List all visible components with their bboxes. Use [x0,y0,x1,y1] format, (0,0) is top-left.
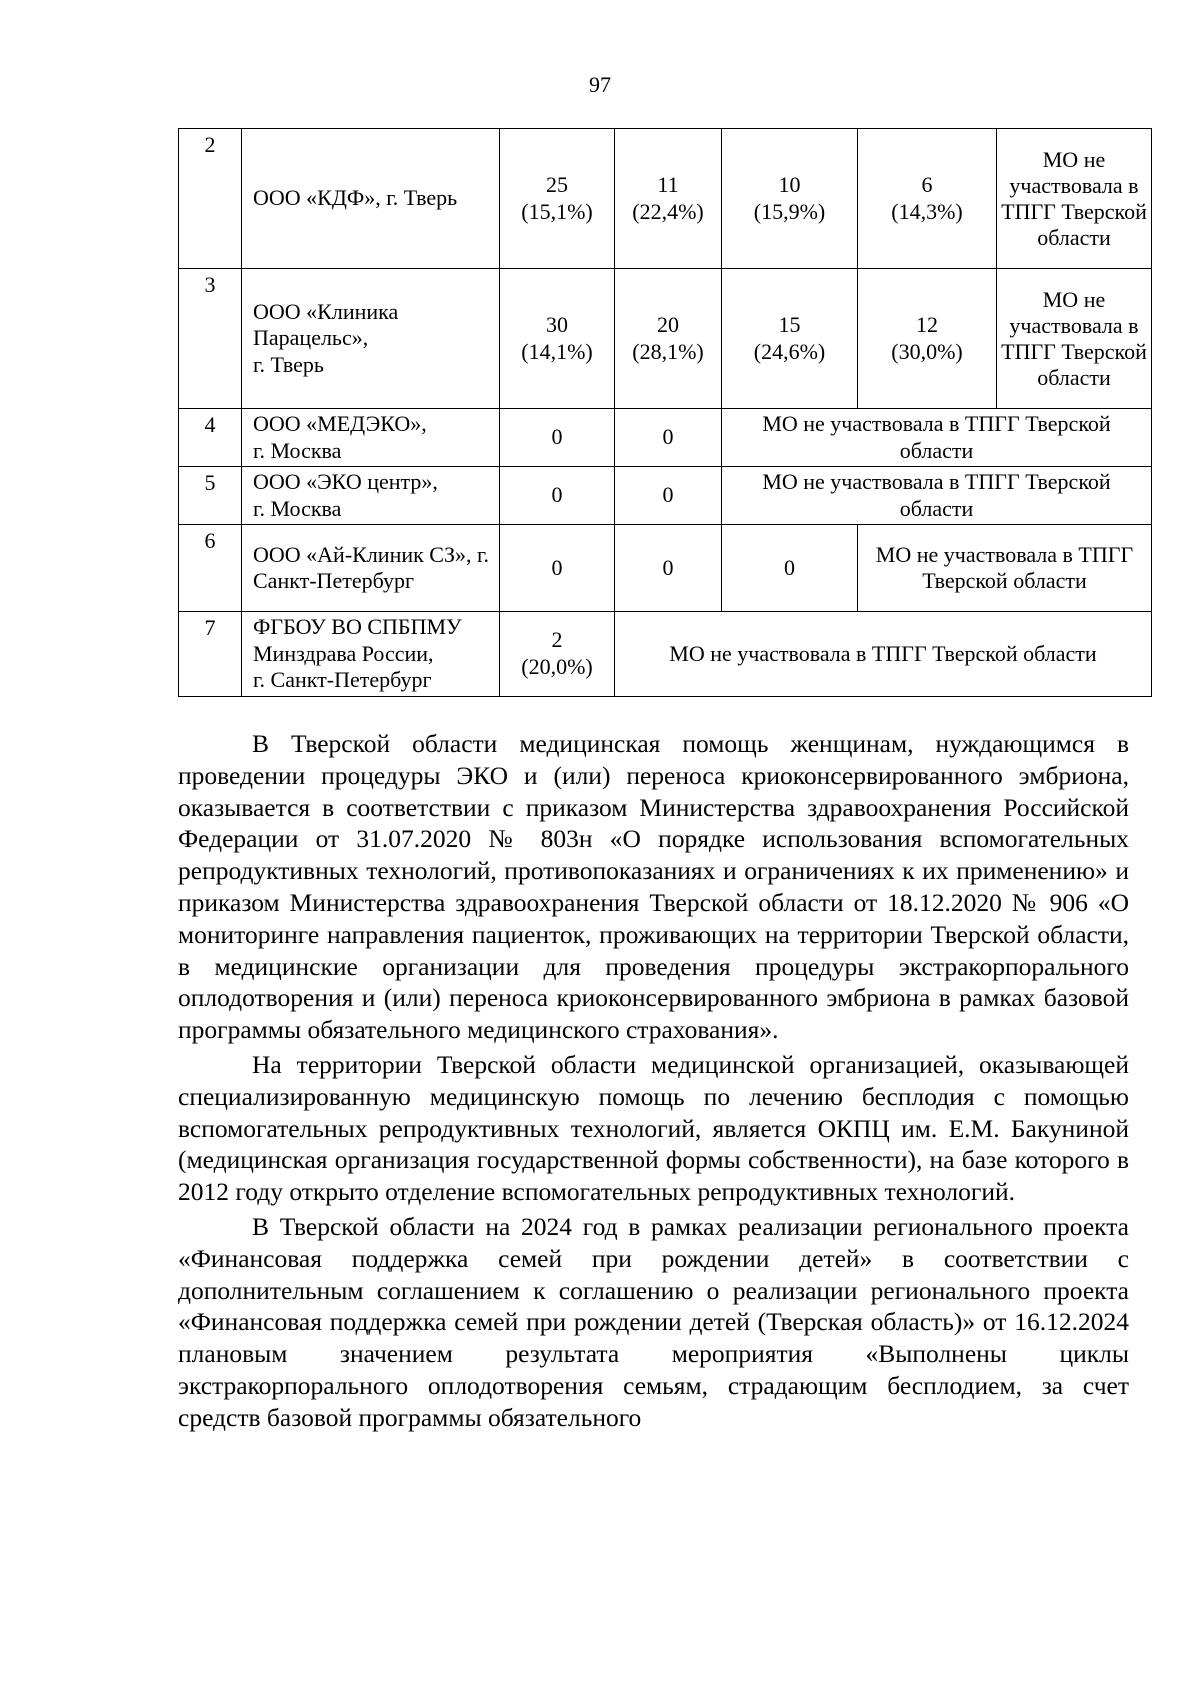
value-cell: 30 (14,1%) [500,269,615,409]
row-number: 6 [179,525,242,612]
participation-status: МО не участвовала в ТПГГ Тверской области [722,467,1152,525]
participation-status: МО не участвовала в ТПГГ Тверской области [858,525,1152,612]
value-cell: 0 [722,525,858,612]
body-text [178,728,1129,1437]
value-cell: 11 (22,4%) [615,129,722,269]
value-cell: 0 [615,525,722,612]
value-cell: 0 [500,467,615,525]
row-number: 2 [179,129,242,269]
value-cell: 10 (15,9%) [722,129,858,269]
value-cell: 15 (24,6%) [722,269,858,409]
value-cell: 25 (15,1%) [500,129,615,269]
row-number: 5 [179,467,242,525]
row-number: 3 [179,269,242,409]
clinic-name: ООО «Ай-Клиник СЗ», г. Санкт-Петербург [242,525,500,612]
page-number: 97 [589,72,611,97]
participation-status: МО не участвовала в ТПГГ Тверской области [615,612,1152,697]
paragraph: В Тверской области на 2024 год в рамках реализации регионального проекта «Финансовая поддержка семей при рождении детей» в соответствии с дополнительным соглашением к соглашению о реализации регионального проекта «Финансовая поддержка семей при рождении детей (Тверская область)» от 16.12.2024 плановым значением результата мероприятия «Выполнены циклы экстракорпорального оплодотворения семьям, страдающим бесплодием, за счет средств базовой программы обязательного [178,1211,1129,1432]
value-cell: 20 (28,1%) [615,269,722,409]
row-number: 4 [179,409,242,467]
row-number: 7 [179,612,242,697]
table-row [179,525,1152,612]
paragraph: На территории Тверской области медицинской организацией, оказывающей специализированную медицинскую помощь по лечению бесплодия с помощью вспомогательных репродуктивных технологий, является ОКПЦ им. Е.М. Бакуниной (медицинская организация государственной формы собственности), на базе которого в 2012 году открыто отделение вспомогательных репродуктивных технологий. [178,1049,1129,1207]
table-row [179,467,1152,525]
value-cell: 6 (14,3%) [858,129,997,269]
clinic-name: ФГБОУ ВО СПБПМУ Минздрава России, г. Санкт-Петербург [242,612,500,697]
value-cell: 0 [615,467,722,525]
table-row [179,129,1152,269]
paragraph: В Тверской области медицинская помощь женщинам, нуждающимся в проведении процедуры ЭКО и (или) переноса криоконсервированного эмбриона, оказывается в соответствии с приказом Министерства здравоохранения Российской Федерации от 31.07.2020 № 803н «О порядке использования вспомогательных репродуктивных технологий, противопоказаниях и ограничениях к их применению» и приказом Министерства здравоохранения Тверской области от 18.12.2020 № 906 «О мониторинге направления пациенток, проживающих на территории Тверской области, в медицинские организации для проведения процедуры экстракорпорального оплодотворения и (или) переноса криоконсервированного эмбриона в рамках базовой программы обязательного медицинского страхования». [178,729,1129,1045]
participation-status: МО не участвовала в ТПГГ Тверской области [997,129,1152,269]
clinic-name: ООО «КДФ», г. Тверь [242,129,500,269]
table-row [179,612,1152,697]
table-row [179,409,1152,467]
clinic-name: ООО «Клиника Парацельс», г. Тверь [242,269,500,409]
value-cell: 12 (30,0%) [858,269,997,409]
table-row [179,269,1152,409]
value-cell: 0 [500,409,615,467]
value-cell: 0 [500,525,615,612]
participation-status: МО не участвовала в ТПГГ Тверской области [722,409,1152,467]
clinic-name: ООО «ЭКО центр», г. Москва [242,467,500,525]
value-cell: 0 [615,409,722,467]
participation-status: МО не участвовала в ТПГГ Тверской области [997,269,1152,409]
value-cell: 2 (20,0%) [500,612,615,697]
clinics-table [178,128,1152,697]
clinic-name: ООО «МЕДЭКО», г. Москва [242,409,500,467]
